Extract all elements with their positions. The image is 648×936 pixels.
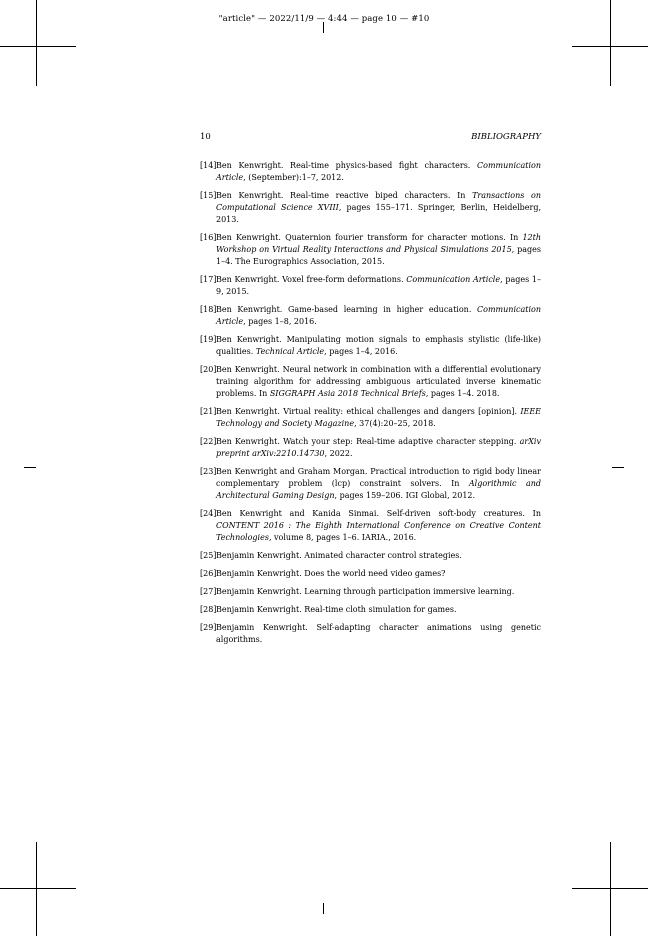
bib-entry-label: [18]	[200, 305, 217, 314]
bib-entry-text: Ben Kenwright. Virtual reality: ethical challenges and dangers [opinion].	[216, 407, 521, 416]
bib-entry-label: [27]	[200, 587, 217, 596]
crop-mark-mid-left-h	[24, 467, 36, 468]
bib-entry-label: [14]	[200, 161, 217, 170]
bib-entry-label: [20]	[200, 365, 217, 374]
bib-entry-venue: Algorithmic and Architectural Gaming Design	[216, 479, 542, 500]
bib-entry-label: [28]	[200, 605, 217, 614]
bib-entry-text: Ben Kenwright. Neural network in combination with a differential evolutionary training algorithm for addressing ambiguous articulated inverse kinematic problems. In	[216, 365, 541, 398]
bib-entry-text: , 2022.	[324, 449, 353, 458]
running-head	[200, 132, 541, 144]
crop-mark-bottom-left-v	[36, 842, 37, 936]
bib-entry	[200, 232, 541, 268]
crop-mark-mid-right-h	[612, 467, 624, 468]
bib-entry	[200, 604, 541, 616]
bib-entry-label: [26]	[200, 569, 217, 578]
bib-entry-label: [24]	[200, 509, 217, 518]
bib-entry-text: , 37(4):20–25, 2018.	[354, 419, 436, 428]
bib-entry-label: [22]	[200, 437, 217, 446]
bib-entry	[200, 190, 541, 226]
bib-entry-text: Ben Kenwright and Kanida Sinmai. Self-driven soft-body creatures. In	[216, 509, 541, 518]
bib-entry-label: [23]	[200, 467, 217, 476]
bib-entry-text: Ben Kenwright. Quaternion fourier transform for character motions. In	[216, 233, 523, 242]
bib-entry-venue: Communication Article	[216, 305, 541, 326]
bib-entry	[200, 160, 541, 184]
crop-mark-bottom-left-h	[0, 888, 76, 889]
bib-entry-text: Benjamin Kenwright. Real-time cloth simulation for games.	[216, 605, 457, 614]
running-title: BIBLIOGRAPHY	[471, 132, 541, 142]
bib-entry-venue: Communication Article	[216, 161, 541, 182]
bib-entry-text: , pages 155–171. Springer, Berlin, Heidelberg, 2013.	[216, 203, 541, 224]
bib-entry	[200, 334, 541, 358]
bib-entry	[200, 508, 541, 544]
bib-entry-venue: CONTENT 2016 : The Eighth International Conference on Creative Content Technologies	[216, 521, 541, 542]
bib-entry-label: [25]	[200, 551, 217, 560]
bib-entry-venue: 12th Workshop on Virtual Reality Interactions and Physical Simulations 2015	[216, 233, 541, 254]
bib-entry-venue: IEEE Technology and Society Magazine	[216, 407, 541, 428]
bib-entry-venue: Technical Article	[255, 347, 325, 356]
bib-entry-text: Ben Kenwright. Watch your step: Real-time adaptive character stepping.	[216, 437, 520, 446]
page-number: 10	[200, 132, 211, 142]
bib-entry	[200, 274, 541, 298]
header-metadata-line: "article" — 2022/11/9 — 4:44 — page 10 — #10	[218, 14, 430, 24]
bib-entry-text: , pages 1–4. 2018.	[425, 389, 500, 398]
bib-entry-text: Ben Kenwright. Manipulating motion signals to emphasis stylistic (life-like) qualities.	[216, 335, 541, 356]
bib-entry-text: Benjamin Kenwright. Animated character control strategies.	[216, 551, 462, 560]
bib-entry	[200, 622, 541, 646]
bib-entry-venue: arXiv preprint arXiv:2210.14730	[216, 437, 541, 458]
bib-entry-text: Benjamin Kenwright. Learning through participation immersive learning.	[216, 587, 515, 596]
bib-entry-text: Benjamin Kenwright. Does the world need video games?	[216, 569, 446, 578]
bib-entry-label: [16]	[200, 233, 217, 242]
bib-entry-text: , pages 159–206. IGI Global, 2012.	[334, 491, 476, 500]
bib-entry-text: , (September):1–7, 2012.	[243, 173, 344, 182]
crop-mark-top-left-v	[36, 0, 37, 86]
bibliography-list	[200, 160, 541, 652]
bib-entry-text: Benjamin Kenwright. Self-adapting character animations using genetic algorithms.	[216, 623, 541, 644]
bib-entry-label: [17]	[200, 275, 217, 284]
bib-entry-label: [15]	[200, 191, 217, 200]
bib-entry	[200, 466, 541, 502]
bib-entry-text: , pages 1–4, 2016.	[324, 347, 398, 356]
bib-entry	[200, 364, 541, 400]
crop-mark-top-right-v	[610, 0, 611, 86]
bib-entry	[200, 550, 541, 562]
bib-entry-text: , volume 8, pages 1–6. IARIA., 2016.	[268, 533, 417, 542]
bib-entry-label: [19]	[200, 335, 217, 344]
bib-entry-label: [21]	[200, 407, 217, 416]
bib-entry-text: Ben Kenwright. Real-time physics-based fight characters.	[216, 161, 478, 170]
bib-entry-venue: Communication Article	[406, 275, 501, 284]
bib-entry-text: Ben Kenwright. Game-based learning in higher education.	[216, 305, 478, 314]
bib-entry-label: [29]	[200, 623, 217, 632]
bib-entry-text: , pages 1–4. The Eurographics Association, 2015.	[216, 245, 541, 266]
crop-mark-bottom-center-v	[323, 903, 324, 914]
bib-entry	[200, 568, 541, 580]
bib-entry-text: , pages 1–8, 2016.	[243, 317, 317, 326]
bib-entry	[200, 304, 541, 328]
bib-entry	[200, 586, 541, 598]
bib-entry-text: Ben Kenwright and Graham Morgan. Practical introduction to rigid body linear complementary problem (lcp) constraint solvers. In	[216, 467, 541, 488]
crop-mark-bottom-right-v	[610, 842, 611, 936]
crop-mark-top-left-h	[0, 46, 76, 47]
bib-entry-venue: Transactions on Computational Science XVIII	[216, 191, 542, 212]
bib-entry-text: , pages 1–9, 2015.	[216, 275, 542, 296]
bib-entry	[200, 406, 541, 430]
bib-entry-text: Ben Kenwright. Real-time reactive biped characters. In	[216, 191, 473, 200]
bib-entry-text: Ben Kenwright. Voxel free-form deformations.	[216, 275, 407, 284]
bib-entry	[200, 436, 541, 460]
bib-entry-venue: SIGGRAPH Asia 2018 Technical Briefs	[269, 389, 426, 398]
